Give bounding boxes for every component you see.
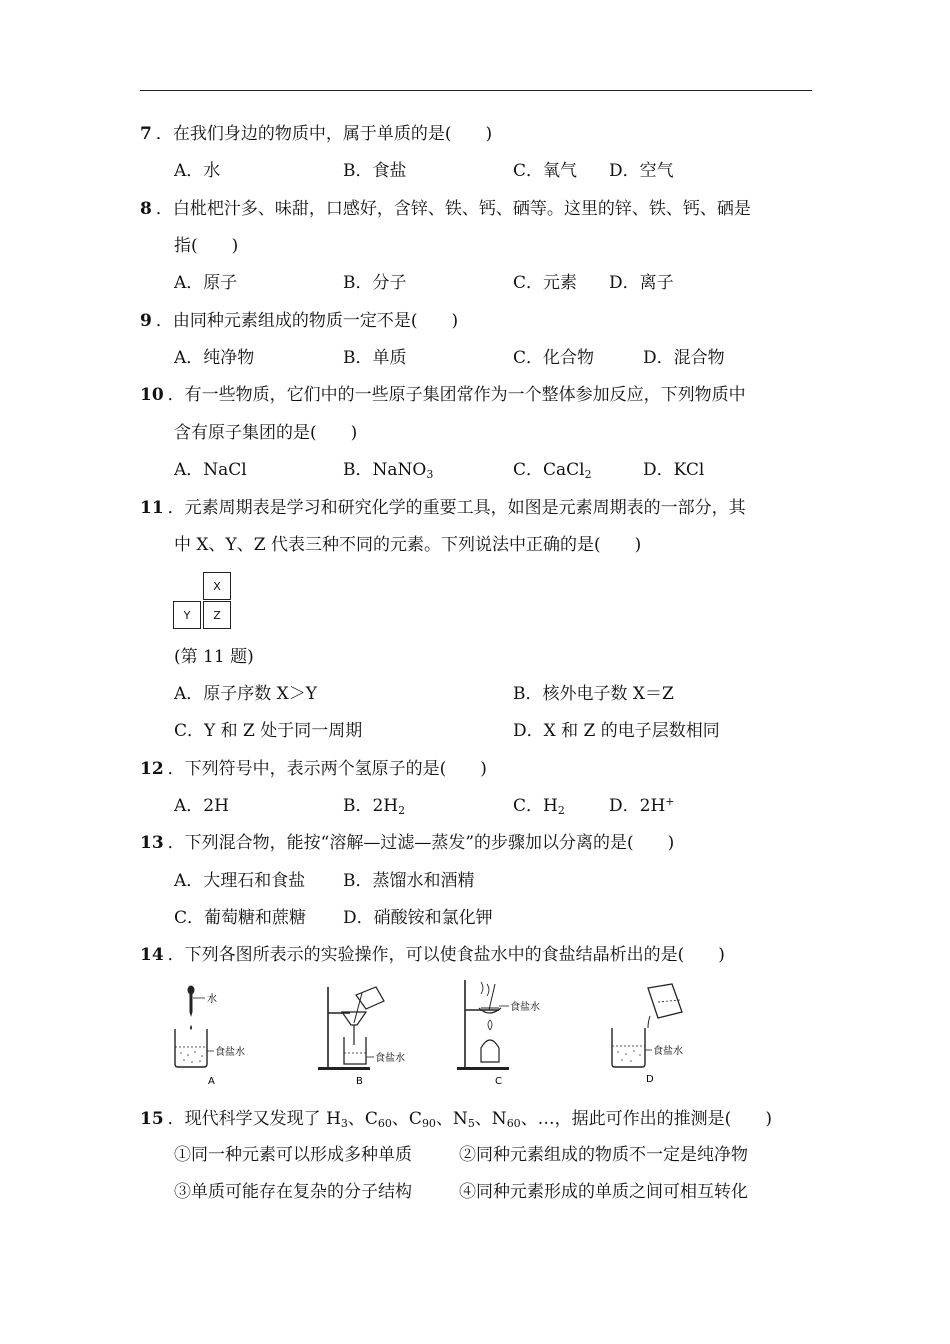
question-9: 9 ．由同种元素组成的物质一定不是( ) <box>140 311 459 331</box>
question-8: 8 ．白枇杷汁多、味甜，口感好，含锌、铁、钙、硒等。这里的锌、铁、钙、硒是 <box>140 199 751 219</box>
question-text: 元素周期表是学习和研究化学的重要工具，如图是元素周期表的一部分，其 <box>184 498 746 518</box>
question-11: 11 ．元素周期表是学习和研究化学的重要工具，如图是元素周期表的一部分，其 <box>140 498 746 518</box>
option-c: C．元素 <box>513 273 578 293</box>
question-text-cont: 指( ) <box>174 236 239 256</box>
question-text: 下列符号中，表示两个氢原子的是( ) <box>184 759 487 779</box>
option-a: A．原子 <box>174 273 238 293</box>
statement-3: ③单质可能存在复杂的分子结构 <box>174 1182 412 1202</box>
question-text: 有一些物质，它们中的一些原子集团常作为一个整体参加反应，下列物质中 <box>184 385 746 405</box>
option-c: C．葡萄糖和蔗糖 <box>174 908 307 928</box>
option-d: D．空气 <box>609 161 674 181</box>
figure-letter: C <box>495 1076 502 1087</box>
figure-caption: (第 11 题) <box>174 647 254 667</box>
question-number: 9 <box>140 311 152 331</box>
option-b: B．蒸馏水和酒精 <box>343 871 475 891</box>
option-d: D．混合物 <box>643 348 725 368</box>
question-7: 7 ．在我们身边的物质中，属于单质的是( ) <box>140 124 493 144</box>
question-number: 14 <box>140 945 164 965</box>
option-c: C．CaCl$_2$ <box>513 460 592 481</box>
question-text: 白枇杷汁多、味甜，口感好，含锌、铁、钙、硒等。这里的锌、铁、钙、硒是 <box>172 199 751 219</box>
option-b: B．$2H_2$ <box>343 796 406 817</box>
question-number: 8 <box>140 199 152 219</box>
option-c: C．Y 和 Z 处于同一周期 <box>174 721 363 741</box>
option-d: D．离子 <box>609 273 674 293</box>
periodic-table-fragment <box>173 572 233 630</box>
option-c: C．化合物 <box>513 348 595 368</box>
option-c: C．氧气 <box>513 161 578 181</box>
option-a: A．纯净物 <box>174 348 255 368</box>
option-b: B．核外电子数 X＝Z <box>513 684 674 704</box>
question-text: 下列各图所表示的实验操作，可以使食盐水中的食盐结晶析出的是( ) <box>184 945 725 965</box>
question-13: 13 ．下列混合物，能按“溶解—过滤—蒸发”的步骤加以分离的是( ) <box>140 833 675 853</box>
table-cell-y: Y <box>173 601 201 629</box>
option-a: A．大理石和食盐 <box>174 871 306 891</box>
question-14: 14 ．下列各图所表示的实验操作，可以使食盐水中的食盐结晶析出的是( ) <box>140 945 725 965</box>
table-cell-z: Z <box>203 601 231 629</box>
option-a: A．2H <box>174 796 229 816</box>
option-a: A．NaCl <box>174 460 247 480</box>
figure-label: 水 <box>207 994 217 1005</box>
question-number: 11 <box>140 498 164 518</box>
question-text-cont: 含有原子集团的是( ) <box>174 423 358 443</box>
figure-letter: B <box>356 1076 363 1087</box>
option-b: B．食盐 <box>343 161 407 181</box>
question-10: 10 ．有一些物质，它们中的一些原子集团常作为一个整体参加反应，下列物质中 <box>140 385 746 405</box>
statement-4: ④同种元素形成的单质之间可相互转化 <box>459 1182 748 1202</box>
figure-label: 食盐水 <box>653 1046 683 1057</box>
question-text-cont: 中 X、Y、Z 代表三种不同的元素。下列说法中正确的是( ) <box>174 535 642 555</box>
question-number: 12 <box>140 759 164 779</box>
option-b: B．单质 <box>343 348 407 368</box>
question-number: 7 <box>140 124 152 144</box>
option-d: D．2H+ <box>609 795 675 816</box>
figure-label: 食盐水 <box>375 1053 405 1064</box>
figure-letter: D <box>646 1074 654 1085</box>
table-cell-x: X <box>203 572 231 600</box>
question-15: 15 ．现代科学又发现了 $H_3$、$C_{60}$、$C_{90}$、$N_5$、$N_{60}$、…，据此可作出的推测是( ) <box>140 1109 772 1130</box>
figure-d <box>608 982 708 1091</box>
statement-1: ①同一种元素可以形成多种单质 <box>174 1145 412 1165</box>
figure-label: 食盐水 <box>510 1002 540 1013</box>
header-rule <box>140 90 812 91</box>
option-b: B．分子 <box>343 273 407 293</box>
option-d: D．硝酸铵和氯化钾 <box>343 908 493 928</box>
statement-2: ②同种元素组成的物质不一定是纯净物 <box>459 1145 748 1165</box>
option-a: A．水 <box>174 161 221 181</box>
question-number: 15 <box>140 1109 164 1129</box>
option-b: B．NaNO$_3$ <box>343 460 434 481</box>
figure-c <box>455 980 565 1094</box>
option-d: D．KCl <box>643 460 705 480</box>
question-text: 下列混合物，能按“溶解—过滤—蒸发”的步骤加以分离的是( ) <box>184 833 675 853</box>
figure-b <box>314 985 424 1094</box>
question-12: 12 ．下列符号中，表示两个氢原子的是( ) <box>140 759 487 779</box>
figure-label: 食盐水 <box>215 1047 245 1058</box>
question-number: 10 <box>140 385 164 405</box>
question-number: 13 <box>140 833 164 853</box>
option-c: C．$H_2$ <box>513 796 565 817</box>
option-d: D．X 和 Z 的电子层数相同 <box>513 721 720 741</box>
figure-letter: A <box>208 1076 215 1087</box>
question-text: 由同种元素组成的物质一定不是( ) <box>172 311 459 331</box>
figure-a <box>172 985 262 1094</box>
option-a: A．原子序数 X＞Y <box>174 684 318 704</box>
question-text: 在我们身边的物质中，属于单质的是( ) <box>172 124 493 144</box>
